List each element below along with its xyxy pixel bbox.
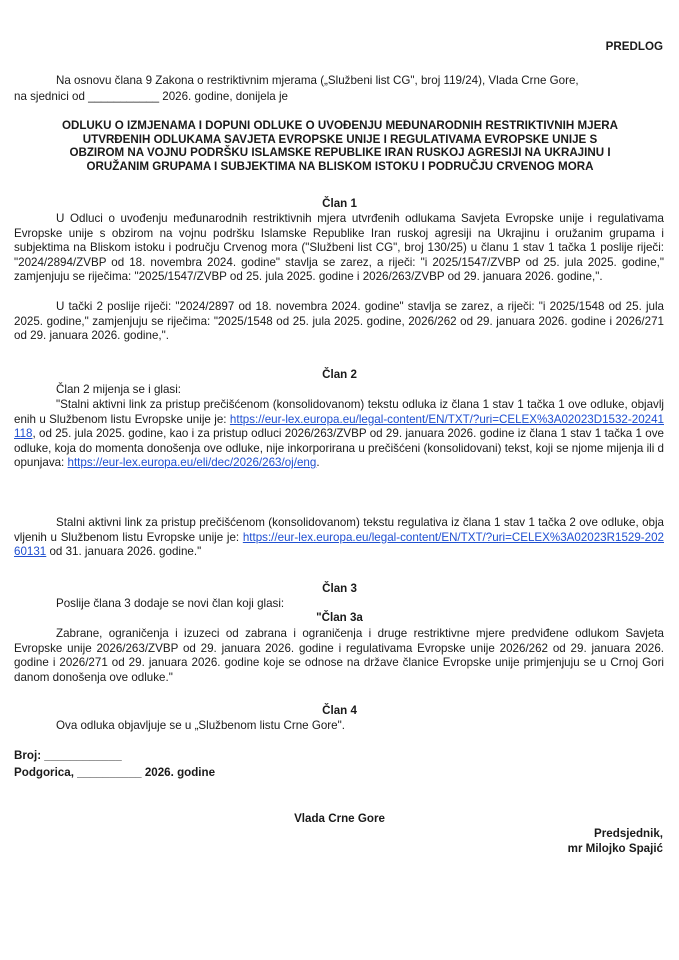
clan-4-paragraph: Ova odluka objavljuje se u „Službenom listu Crne Gore". bbox=[56, 719, 345, 732]
preamble-line-1: Na osnovu člana 9 Zakona o restriktivnim mjerama („Službeni list CG", broj 119/24), Vlada Crne Gore, bbox=[56, 74, 579, 87]
clan-2-text: od 31. januara 2026. godine." bbox=[46, 545, 202, 559]
clan-2-intro: Član 2 mijenja se i glasi: bbox=[56, 383, 182, 396]
government-name: Vlada Crne Gore bbox=[294, 812, 385, 825]
title-line: ODLUKU O IZMJENAMA I DOPUNI ODLUKE O UVOĐENJU MEĐUNARODNIH RESTRIKTIVNIH MJERA bbox=[61, 119, 619, 132]
clan-3-intro: Poslije člana 3 dodaje se novi član koji glasi: bbox=[56, 597, 285, 610]
signatory-name: mr Milojko Spajić bbox=[567, 842, 663, 855]
place-date-line: Podgorica, __________ 2026. godine bbox=[14, 766, 216, 779]
clan-1-heading: Član 1 bbox=[322, 197, 357, 210]
title-line: UTVRĐENIH ODLUKAMA SAVJETA EVROPSKE UNIJE I REGULATIVAMA EVROPSKE UNIJE S bbox=[82, 132, 598, 146]
clan-1-paragraph-2: U tački 2 poslije riječi: "2024/2897 od 18. novembra 2024. godine" stavlja se zarez, a riječi: "i 2025/1548 od 25. jula 2025. godine," zamjenjuju se riječima: "2025/1548 od 25. jula 2025. godine, 2026/262 od 29. januara 2026. godine i 2026/271 od 29. januara 2026. godine,". bbox=[14, 300, 664, 343]
broj-line: Broj: ____________ bbox=[14, 749, 122, 762]
clan-4-heading: Član 4 bbox=[322, 704, 357, 717]
title-line: OBZIROM NA VOJNU PODRŠKU ISLAMSKE REPUBLIKE IRAN RUSKOJ AGRESIJI NA UKRAJINU I bbox=[69, 146, 611, 160]
clan-3a-heading: "Član 3a bbox=[316, 611, 363, 624]
clan-2-paragraph-1 bbox=[14, 398, 664, 471]
clan-1-paragraph-1: U Odluci o uvođenju međunarodnih restriktivnih mjera utvrđenih odlukama Savjeta Evropske unije i regulativama Evropske unije s obzirom na vojnu podršku Islamske Republike Iran ruskoj agresiji na Ukrajinu i oružanim grupama i subjektima na Bliskom istoku i području Crvenog mora ("Službeni list CG", broj 130/25) u članu 1 stav 1 tačka 1 poslije riječi: "2024/2894/ZVBP od 18. novembra 2024. godine" stavlja se zarez, a riječi: "i 2025/1547/ZVBP od 25. jula 2025. godine," zamjenjuju se riječima: "2025/1547/ZVBP od 25. jula 2025. godine i 2026/263/ZVBP od 29. januara 2026. godine,". bbox=[14, 212, 664, 284]
eur-lex-link-decisions[interactable]: https://eur-lex.europa.eu/legal-content/EN/TXT/?uri=CELEX%3A02023D1532-20241118 bbox=[14, 412, 664, 441]
clan-3a-paragraph: Zabrane, ograničenja i izuzeci od zabrana i ograničenja i druge restriktivne mjere predviđene odlukom Savjeta Evropske unije 2026/263/ZVBP od 29. januara 2026. godine i regulativama Evropske unije 2026/262 od 29. januara 2026. godine i 2026/271 od 29. januara 2026. godine koje se odnose na države članice Evropske unije primjenjuju se u Crnoj Gori danom donošenja ove odluke." bbox=[14, 627, 664, 684]
clan-3-heading: Član 3 bbox=[322, 582, 357, 595]
clan-2-text: , od 25. jula 2025. godine, kao i za pristup odluci 2026/263/ZVBP od 29. januara 2026. godine iz člana 1 stav 1 tačka 1 ove odluke, koja do momenta donošenja ove odluke, nije inkorporirana u prečišćeni (konsolidovani) tekst, koji se njome mijenja ili dopunjava: bbox=[14, 427, 664, 470]
clan-2-paragraph-2 bbox=[14, 516, 664, 560]
clan-2-text: "Stalni aktivni link za pristup prečišćenom (konsolidovanom) tekstu odluka iz člana 1 stav 1 tačka 1 ove odluke, objavljenih u Službenom listu Evropske unije je: bbox=[14, 398, 664, 426]
eur-lex-link-decision-263[interactable]: https://eur-lex.europa.eu/eli/dec/2026/263/oj/eng bbox=[67, 456, 317, 470]
document-title bbox=[20, 119, 660, 173]
clan-2-heading: Član 2 bbox=[322, 368, 357, 381]
preamble-line-2: na sjednici od ___________ 2026. godine, donijela je bbox=[14, 90, 288, 103]
signatory-title: Predsjednik, bbox=[594, 827, 663, 840]
predlog-stamp: PREDLOG bbox=[605, 40, 663, 53]
title-line: ORUŽANIM GRUPAMA I SUBJEKTIMA NA BLISKOM ISTOKU I PODRUČJU CRVENOG MORA bbox=[86, 159, 594, 173]
clan-2-text: . bbox=[316, 456, 320, 470]
clan-2-text: Stalni aktivni link za pristup prečišćenom (konsolidovanom) tekstu regulativa iz člana 1 stav 1 tačka 2 ove odluke, objavljenih u Službenom listu Evropske unije je: bbox=[14, 516, 664, 544]
eur-lex-link-regulations[interactable]: https://eur-lex.europa.eu/legal-content/EN/TXT/?uri=CELEX%3A02023R1529-20260131 bbox=[14, 530, 664, 559]
